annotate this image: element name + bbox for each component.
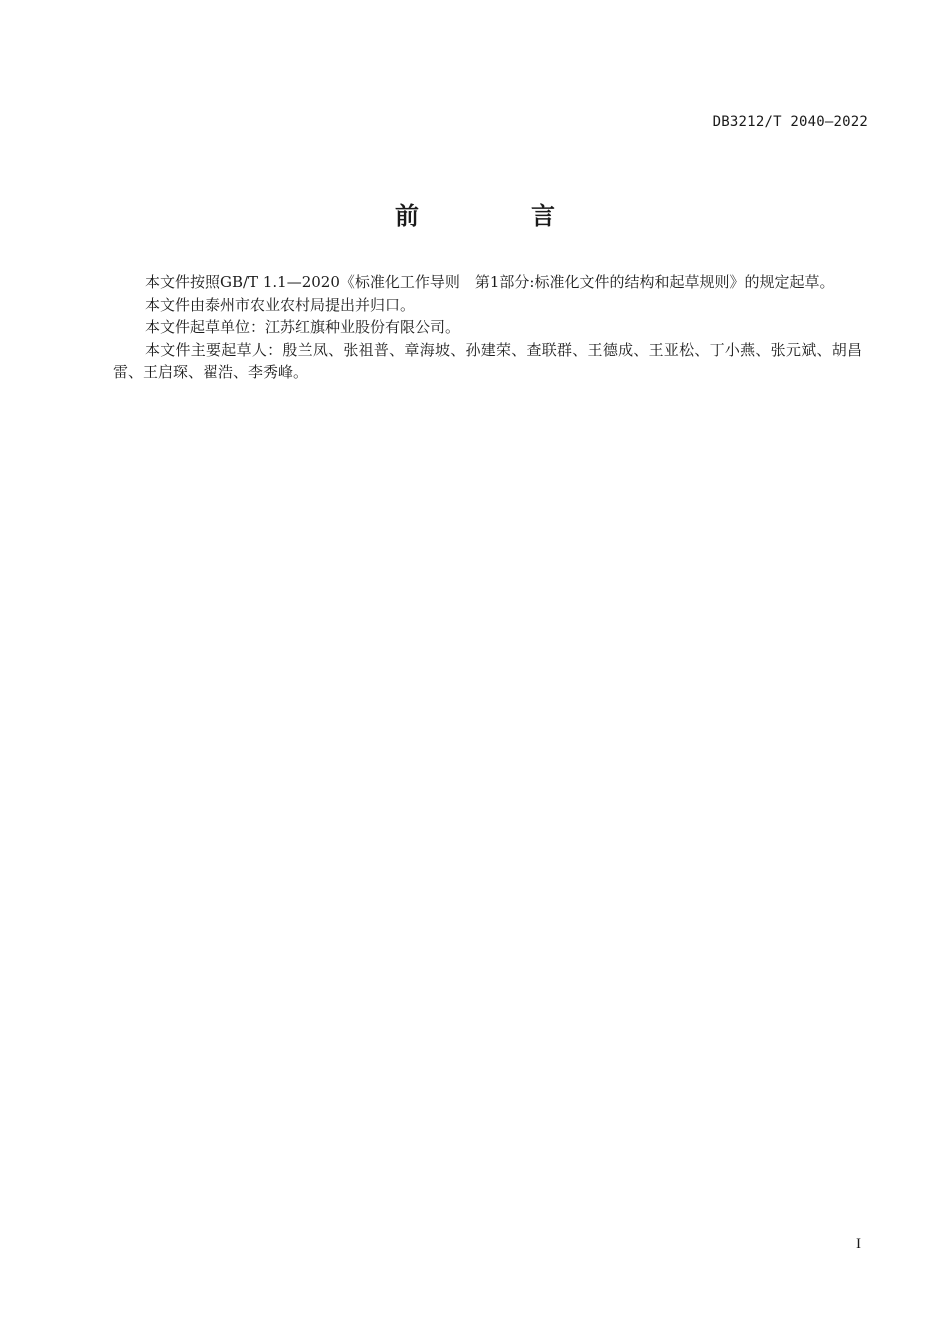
page-number: I xyxy=(856,1236,861,1252)
paragraph-drafters: 本文件主要起草人：殷兰凤、张祖普、章海坡、孙建荣、查联群、王德成、王亚松、丁小燕、张元斌、胡昌雷、王启琛、翟浩、李秀峰。 xyxy=(113,340,862,381)
paragraph-drafting-unit: 本文件起草单位：江苏红旗种业股份有限公司。 xyxy=(145,318,461,336)
page-title: 前 言 xyxy=(395,202,599,230)
document-code: DB3212/T 2040—2022 xyxy=(712,114,868,130)
paragraph-drafting-rules: 本文件按照GB/T 1.1—2020《标准化工作导则 第1部分:标准化文件的结构和起草规则》的规定起草。 xyxy=(145,273,835,291)
foreword-body xyxy=(113,271,862,384)
paragraph-proposer: 本文件由泰州市农业农村局提出并归口。 xyxy=(145,295,416,314)
